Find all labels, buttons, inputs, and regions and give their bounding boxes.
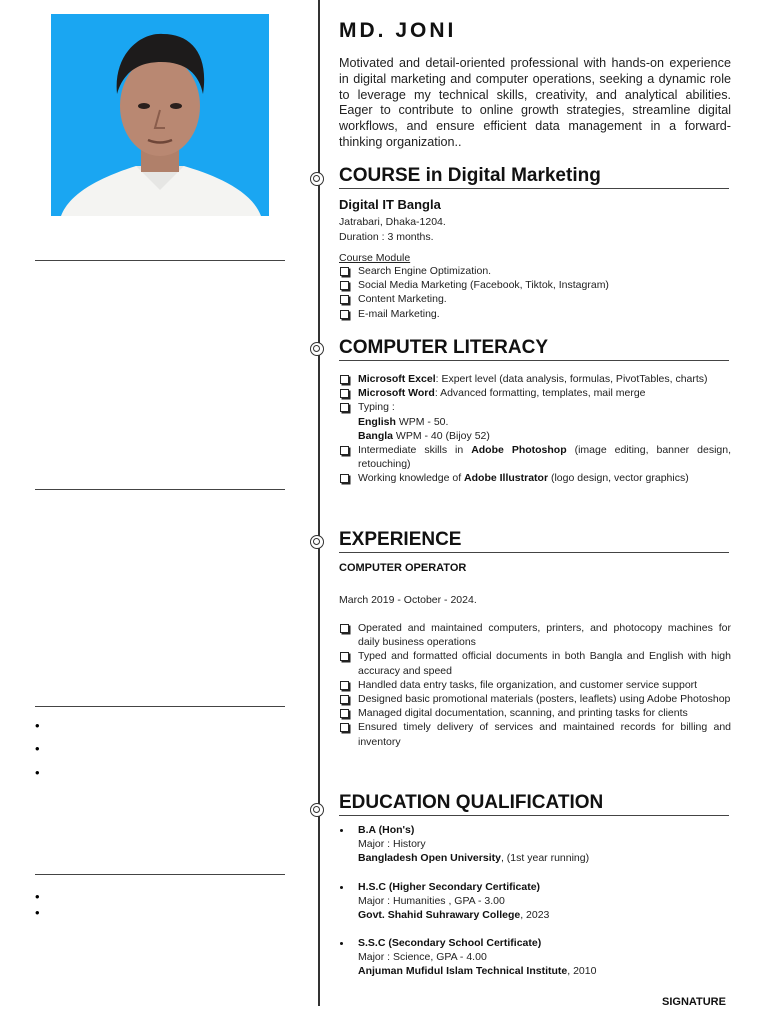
left-divider: [35, 260, 285, 261]
course-institute: Digital IT Bangla: [339, 197, 441, 212]
list-item: Managed digital documentation, scanning, and printing tasks for clients: [339, 706, 731, 720]
profile-photo: [51, 14, 269, 216]
left-bullet: •: [35, 741, 40, 756]
list-item: Social Media Marketing (Facebook, Tiktok, Instagram): [339, 278, 731, 292]
literacy-heading: COMPUTER LITERACY: [339, 337, 729, 361]
left-divider: [35, 874, 285, 875]
course-duration: Duration : 3 months.: [339, 231, 434, 243]
list-item: Typed and formatted official documents in both Bangla and English with high accuracy and speed: [339, 649, 731, 677]
experience-role: COMPUTER OPERATOR: [339, 562, 467, 574]
course-module-label: Course Module: [339, 252, 411, 264]
bullet-icon: [340, 942, 343, 945]
left-divider: [35, 706, 285, 707]
education-heading: EDUCATION QUALIFICATION: [339, 792, 729, 816]
timeline-marker-icon: [310, 172, 324, 186]
list-item: Designed basic promotional materials (posters, leaflets) using Adobe Photoshop: [339, 692, 731, 706]
list-item: Microsoft Word: Advanced formatting, templates, mail merge: [339, 386, 731, 400]
list-item: Microsoft Excel: Expert level (data analysis, formulas, PivotTables, charts): [339, 372, 731, 386]
education-item: S.S.C (Secondary School Certificate) Major : Science, GPA - 4.00 Anjuman Mufidul Islam Technical Institute, 2010: [358, 937, 597, 978]
experience-duties-list: [339, 621, 731, 749]
person-portrait-icon: [51, 14, 269, 216]
timeline-marker-icon: [310, 342, 324, 356]
list-item: Working knowledge of Adobe Illustrator (logo design, vector graphics): [339, 471, 731, 485]
experience-heading: EXPERIENCE: [339, 529, 729, 553]
list-item: Content Marketing.: [339, 292, 731, 306]
timeline-marker-icon: [310, 803, 324, 817]
course-address: Jatrabari, Dhaka-1204.: [339, 216, 446, 228]
list-item: Intermediate skills in Adobe Photoshop (image editing, banner design, retouching): [339, 443, 731, 471]
course-module-list: [339, 264, 731, 321]
education-item: B.A (Hon's) Major : History Bangladesh Open University, (1st year running): [358, 824, 590, 865]
list-item: Typing : English WPM - 50. Bangla WPM - 40 (Bijoy 52): [339, 400, 731, 443]
timeline-line: [318, 0, 320, 1006]
list-item: Search Engine Optimization.: [339, 264, 731, 278]
signature-label: SIGNATURE: [662, 996, 726, 1008]
course-heading: COURSE in Digital Marketing: [339, 165, 729, 189]
experience-dates: March 2019 - October - 2024.: [339, 594, 477, 606]
left-bullet: •: [35, 889, 40, 904]
list-item: E-mail Marketing.: [339, 307, 731, 321]
bullet-icon: [340, 886, 343, 889]
bullet-icon: [340, 829, 343, 832]
list-item: Operated and maintained computers, printers, and photocopy machines for daily business operations: [339, 621, 731, 649]
list-item: Ensured timely delivery of services and maintained records for billing and inventory: [339, 720, 731, 748]
left-bullet: •: [35, 765, 40, 780]
timeline-marker-icon: [310, 535, 324, 549]
left-bullet: •: [35, 718, 40, 733]
education-item: H.S.C (Higher Secondary Certificate) Major : Humanities , GPA - 3.00 Govt. Shahid Suhrawary College, 2023: [358, 881, 550, 922]
list-item: Handled data entry tasks, file organization, and customer service support: [339, 678, 731, 692]
left-bullet: •: [35, 905, 40, 920]
left-divider: [35, 489, 285, 490]
profile-summary: Motivated and detail-oriented professional with hands-on experience in digital marketing and computer operations, seeking a dynamic role to leverage my technical skills, creativity, and analytical abilities. Eager to contribute to online growth strategies, streamline digital workflows, and ensure efficient data management in a forward-thinking organization..: [339, 56, 731, 149]
candidate-name: MD. JONI: [339, 19, 457, 42]
literacy-list: [339, 372, 731, 486]
